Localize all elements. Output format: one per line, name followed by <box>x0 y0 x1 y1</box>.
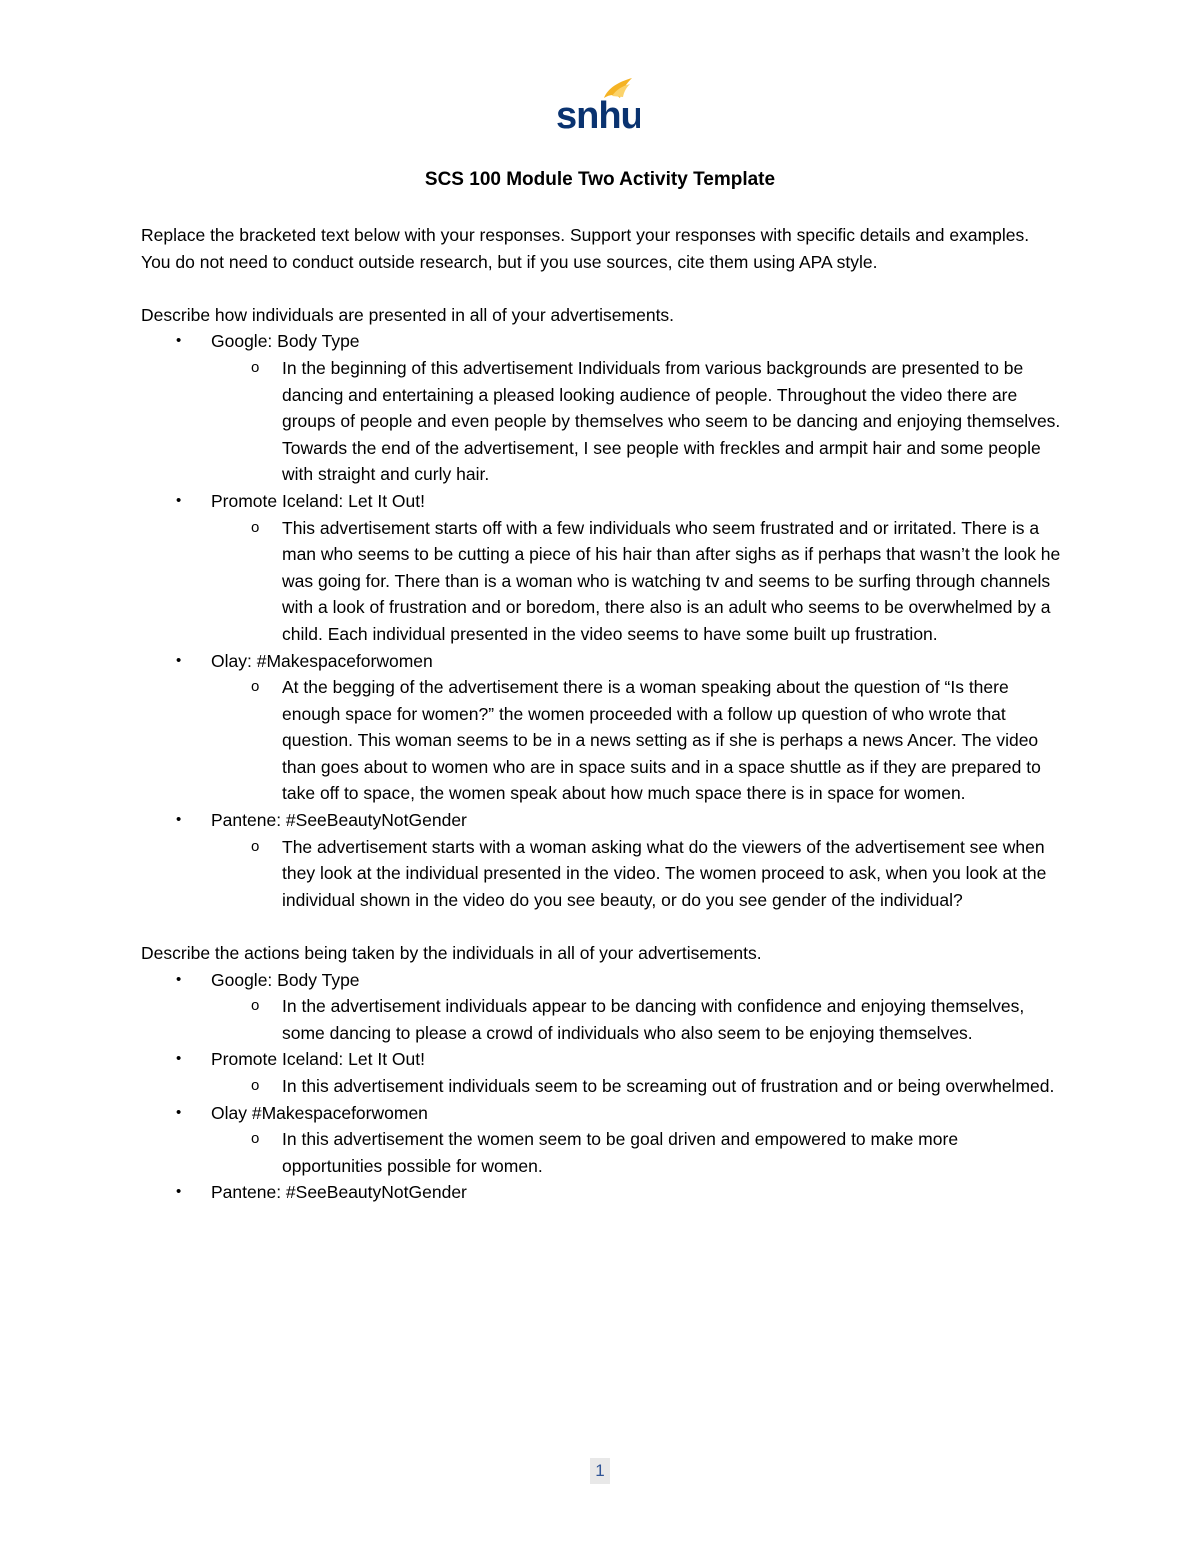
response-text: At the begging of the advertisement there is a woman speaking about the question of “Is there enough space for women?” the women proceeded with a follow up question of who wrote that question. This woman seems to be in a news setting as if she is perhaps a news Ancer. The video than goes about to women who are in space suits and in a space shuttle as if they are prepared to take off to space, the women speak about how much space there is in space for women. <box>282 677 1041 804</box>
response-item <box>211 1073 1061 1100</box>
advertisement-label: Promote Iceland: Let It Out! <box>211 1049 425 1070</box>
response-list <box>211 355 1061 488</box>
bullet-icon: • <box>176 491 182 509</box>
advertisement-label: Olay: #Makespaceforwomen <box>211 650 433 671</box>
response-text: In the advertisement individuals appear to be dancing with confidence and enjoying themselves, some dancing to please a crowd of individuals who also seem to be enjoying themselves. <box>282 996 1025 1043</box>
response-list <box>211 993 1061 1046</box>
advertisement-item <box>141 1179 1061 1206</box>
document-body <box>141 222 1061 1206</box>
response-item <box>211 674 1061 807</box>
question-prompt: Describe how individuals are presented in all of your advertisements. <box>141 304 675 325</box>
response-item <box>211 355 1061 488</box>
circle-bullet-icon: o <box>251 1077 260 1094</box>
circle-bullet-icon: o <box>251 518 260 536</box>
response-text: This advertisement starts off with a few individuals who seem frustrated and or irritated. There is a man who seems to be cutting a piece of his hair than after sighs as if perhaps that wasn’t the look he was going for. There than is a woman who is watching tv and seems to be surfing through channels with a look of frustration and or boredom, there also is an adult who seems to be overwhelmed by a child. Each individual presented in the video seems to have some built up frustration. <box>282 517 1061 644</box>
document-title: SCS 100 Module Two Activity Template <box>424 169 776 190</box>
advertisement-label: Google: Body Type <box>211 969 360 990</box>
circle-bullet-icon: o <box>251 1130 260 1148</box>
bullet-icon: • <box>176 1050 182 1068</box>
response-item <box>211 993 1061 1046</box>
response-list <box>211 1126 1061 1179</box>
logo-wordmark: snhu <box>556 95 640 134</box>
question-section <box>141 302 1061 914</box>
bullet-icon: • <box>176 970 182 988</box>
circle-bullet-icon: o <box>251 997 260 1015</box>
advertisement-label: Promote Iceland: Let It Out! <box>211 490 425 511</box>
advertisement-list <box>141 967 1061 1206</box>
response-item <box>211 1126 1061 1179</box>
advertisement-label: Pantene: #SeeBeautyNotGender <box>211 810 467 831</box>
sections-container <box>141 302 1061 1206</box>
question-section <box>141 940 1061 1206</box>
bullet-icon: • <box>176 332 182 350</box>
flame-icon <box>556 72 640 134</box>
response-list <box>211 515 1061 648</box>
bullet-icon: • <box>176 651 182 669</box>
circle-bullet-icon: o <box>251 837 260 855</box>
bullet-icon: • <box>176 811 182 829</box>
response-item <box>211 515 1061 648</box>
response-text: In this advertisement individuals seem to be screaming out of frustration and or being overwhelmed. <box>282 1076 1055 1096</box>
response-text: In the beginning of this advertisement Individuals from various backgrounds are presented to be dancing and entertaining a pleased looking audience of people. Throughout the video there are groups of people and even people by themselves who seem to be dancing and enjoying themselves. Towards the end of the advertisement, I see people with freckles and armpit hair and some people with straight and curly hair. <box>282 357 1061 485</box>
advertisement-item <box>141 1100 1061 1180</box>
advertisement-list <box>141 328 1061 913</box>
question-prompt: Describe the actions being taken by the individuals in all of your advertisements. <box>141 943 762 964</box>
response-text: In this advertisement the women seem to be goal driven and empowered to make more opportunities possible for women. <box>282 1129 959 1176</box>
circle-bullet-icon: o <box>251 678 260 696</box>
bullet-icon: • <box>176 1103 182 1121</box>
circle-bullet-icon: o <box>251 358 260 376</box>
page-number: 1 <box>590 1458 610 1484</box>
response-list <box>211 834 1061 914</box>
advertisement-item <box>141 807 1061 913</box>
response-list <box>211 674 1061 807</box>
advertisement-item <box>141 488 1061 648</box>
advertisement-item <box>141 967 1061 1047</box>
advertisement-item <box>141 1046 1061 1099</box>
response-list <box>211 1073 1061 1100</box>
response-item <box>211 834 1061 914</box>
advertisement-item <box>141 328 1061 488</box>
advertisement-label: Google: Body Type <box>211 331 360 352</box>
advertisement-item <box>141 648 1061 808</box>
snhu-logo <box>556 72 640 134</box>
advertisement-label: Pantene: #SeeBeautyNotGender <box>211 1182 467 1203</box>
response-text: The advertisement starts with a woman asking what do the viewers of the advertisement see when they look at the individual presented in the video. The women proceed to ask, when you look at the individual shown in the video do you see beauty, or do you see gender of the individual? <box>282 836 1047 910</box>
instructions-paragraph: Replace the bracketed text below with your responses. Support your responses with specific details and examples. You do not need to conduct outside research, but if you use sources, cite them using APA style. <box>141 225 1030 272</box>
bullet-icon: • <box>176 1183 182 1201</box>
advertisement-label: Olay #Makespaceforwomen <box>211 1102 428 1123</box>
